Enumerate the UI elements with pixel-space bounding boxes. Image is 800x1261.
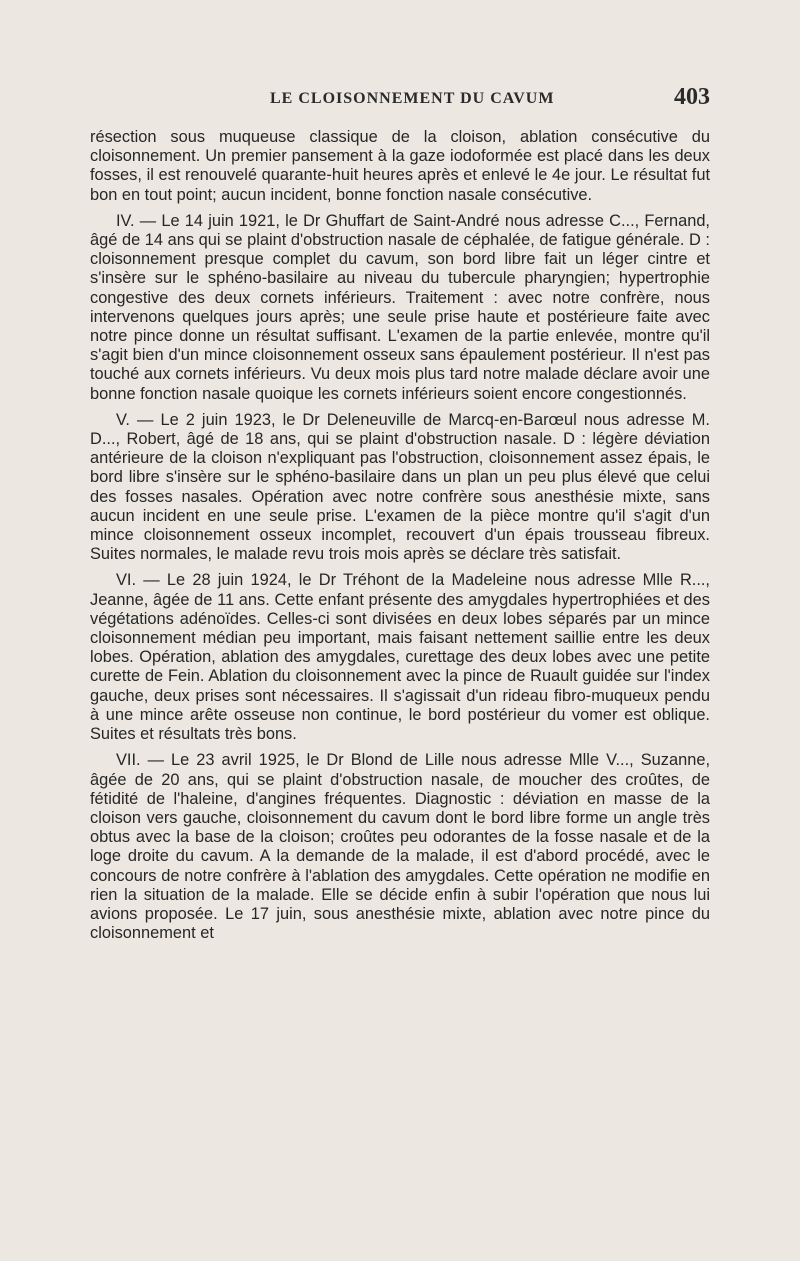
- body-text: [90, 128, 710, 950]
- paragraph-case-vi: VI. — Le 28 juin 1924, le Dr Tréhont de la Madeleine nous adresse Mlle R..., Jeanne, âgée de 11 ans. Cette enfant présente des amygdales hypertrophiées et des végétations adénoïdes. Celles-ci sont divisées en deux lobes séparés par un mince cloisonnement médian peu important, mais faisant nettement saillie entre les deux lobes. Opération, ablation des amygdales, curettage des deux lobes avec une petite curette de Fein. Ablation du cloisonnement avec la pince de Ruault guidée sur l'index gauche, deux prises sont nécessaires. Il s'agissait d'un rideau fibro-muqueux pendu à une mince arête osseuse non continue, le bord postérieur du vomer est oblique. Suites et résultats très bons.: [90, 571, 710, 744]
- paragraph-continuation: résection sous muqueuse classique de la cloison, ablation consécutive du cloisonnement. Un premier pansement à la gaze iodoformée est placé dans les deux fosses, il est renouvelé quarante-huit heures après et enlevé le 4e jour. Le résultat fut bon en tout point; aucun incident, bonne fonction nasale consécutive.: [90, 128, 710, 204]
- paragraph-case-v: V. — Le 2 juin 1923, le Dr Deleneuville de Marcq-en-Barœul nous adresse M. D..., Robert, âgé de 18 ans, qui se plaint d'obstruction nasale. D : légère déviation antérieure de la cloison n'expliquant pas l'obstruction, cloisonnement assez épais, le bord libre s'insère sur le sphéno-basilaire dans un plan un peu plus élevé que celui des fosses nasales. Opération avec notre confrère sous anesthésie mixte, sans aucun incident en une seule prise. L'examen de la pièce montre qu'il s'agit d'un mince cloisonnement osseux incomplet, recouvert d'un épais trousseau fibreux. Suites normales, le malade revu trois mois après se déclare très satisfait.: [90, 410, 710, 564]
- paragraph-case-vii: VII. — Le 23 avril 1925, le Dr Blond de Lille nous adresse Mlle V..., Suzanne, âgée de 20 ans, qui se plaint d'obstruction nasale, de moucher des croûtes, de fétidité de l'haleine, d'angines fréquentes. Diagnostic : déviation en masse de la cloison vers gauche, cloisonnement du cavum dont le bord libre forme un angle très obtus avec la base de la cloison; croûtes peu odorantes de la fosse nasale et de la loge droite du cavum. A la demande de la malade, il est d'abord procédé, avec le concours de notre confrère à l'ablation des amygdales. Cette opération ne modifie en rien la situation de la malade. Elle se décide enfin à subir l'opération que nous lui avions proposée. Le 17 juin, sous anesthésie mixte, ablation avec notre pince du cloisonnement et: [90, 751, 710, 943]
- page-number: 403: [674, 84, 710, 110]
- running-header: [90, 86, 710, 116]
- paragraph-case-iv: IV. — Le 14 juin 1921, le Dr Ghuffart de Saint-André nous adresse C..., Fernand, âgé de 14 ans qui se plaint d'obstruction nasale de céphalée, de fatigue générale. D : cloisonnement presque complet du cavum, son bord libre fait un léger cintre et s'insère sur le sphéno-basilaire au niveau du tubercule pharyngien; hypertrophie congestive des deux cornets inférieurs. Traitement : avec notre confrère, nous intervenons quelques jours après; une seule prise haute et postérieure faite avec notre pince donne un résultat suffisant. L'examen de la partie enlevée, montre qu'il s'agit bien d'un mince cloisonnement osseux sans épaulement postérieur. Il n'est pas touché aux cornets inférieurs. Vu deux mois plus tard notre malade déclare avoir une bonne fonction nasale quoique les cornets inférieurs soient encore congestionnés.: [90, 211, 710, 403]
- running-title: LE CLOISONNEMENT DU CAVUM: [270, 90, 555, 107]
